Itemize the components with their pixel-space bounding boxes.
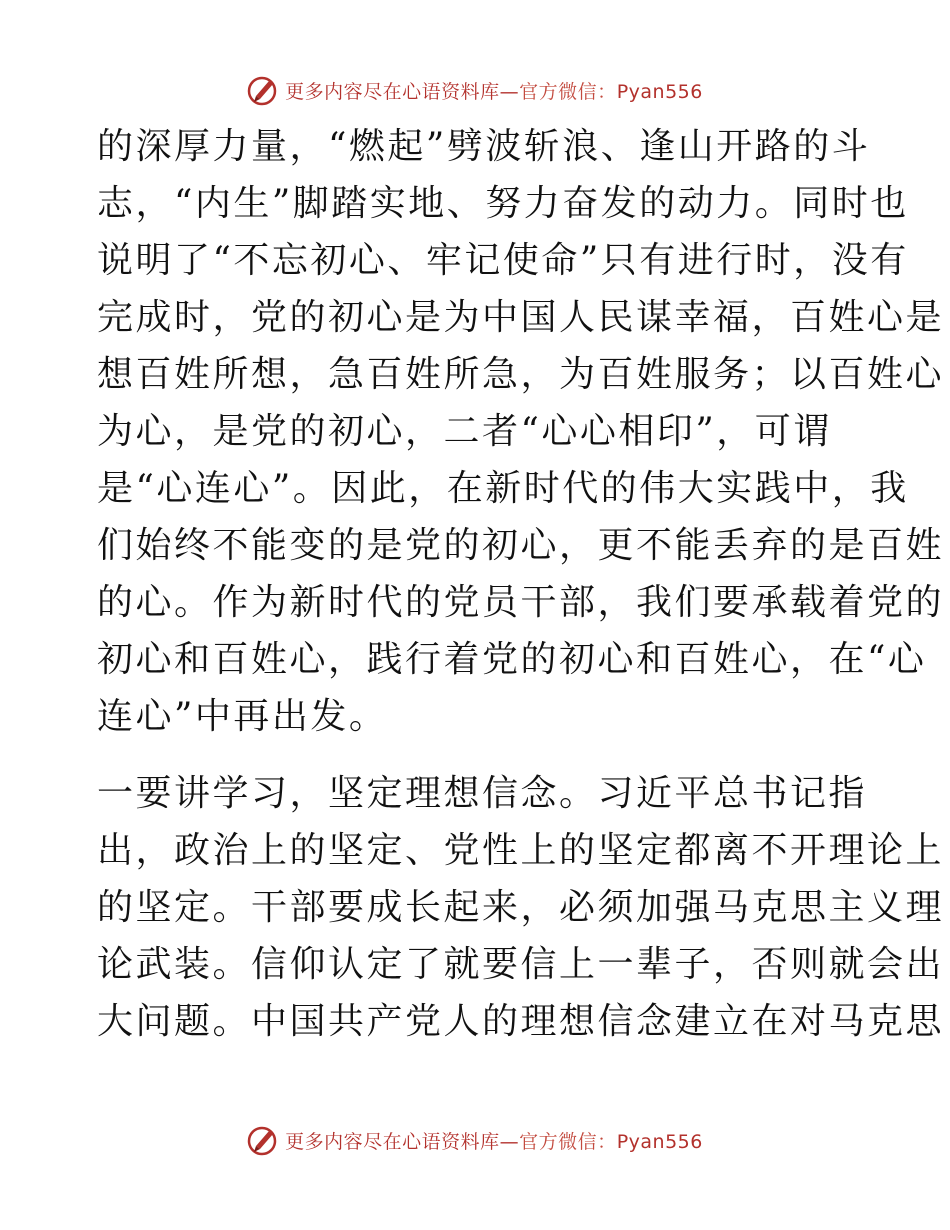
header-banner <box>0 70 950 110</box>
paragraph-start-line: 一要讲学习，坚定理想信念。习近平总书记指 <box>97 773 868 814</box>
pen-logo-icon <box>247 1124 279 1156</box>
text-line: 志，“内生”脚踏实地、努力奋发的动力。同时也 <box>97 183 909 224</box>
footer-banner-official: 官方微信： <box>519 1130 617 1153</box>
footer-banner-wechat: Pyan556 <box>616 1130 703 1153</box>
footer-banner-dash: — <box>499 1130 520 1153</box>
text-line: 连心”中再出发。 <box>97 696 388 737</box>
footer-banner-main: 更多内容尽在心语资料库 <box>285 1130 500 1153</box>
text-line: 想百姓所想，急百姓所急，为百姓服务；以百姓心 <box>97 354 945 395</box>
header-banner-dash: — <box>499 80 520 103</box>
text-line: 初心和百姓心，践行着党的初心和百姓心，在“心 <box>97 639 927 680</box>
text-line: 是“心连心”。因此，在新时代的伟大实践中，我 <box>97 468 909 509</box>
text-line: 们始终不能变的是党的初心，更不能丢弃的是百姓 <box>97 525 945 566</box>
footer-banner <box>0 1120 950 1160</box>
header-banner-wechat: Pyan556 <box>616 80 703 103</box>
text-line: 完成时，党的初心是为中国人民谋幸福，百姓心是 <box>97 297 945 338</box>
text-line: 的深厚力量，“燃起”劈波斩浪、逢山开路的斗 <box>97 126 871 167</box>
pen-logo-icon <box>247 74 279 106</box>
footer-banner-text <box>285 1127 703 1154</box>
text-line: 论武装。信仰认定了就要信上一辈子，否则就会出 <box>97 944 945 985</box>
header-banner-main: 更多内容尽在心语资料库 <box>285 80 500 103</box>
text-line: 出，政治上的坚定、党性上的坚定都离不开理论上 <box>97 830 945 871</box>
text-line: 的坚定。干部要成长起来，必须加强马克思主义理 <box>97 887 945 928</box>
text-line: 说明了“不忘初心、牢记使命”只有进行时，没有 <box>97 240 909 281</box>
text-line: 的心。作为新时代的党员干部，我们要承载着党的 <box>97 582 945 623</box>
header-banner-official: 官方微信： <box>519 80 617 103</box>
document-body <box>97 118 945 1050</box>
text-line: 为心，是党的初心，二者“心心相印”，可谓 <box>97 411 832 452</box>
text-line: 大问题。中国共产党人的理想信念建立在对马克思 <box>97 1001 945 1042</box>
header-banner-text <box>285 77 703 104</box>
